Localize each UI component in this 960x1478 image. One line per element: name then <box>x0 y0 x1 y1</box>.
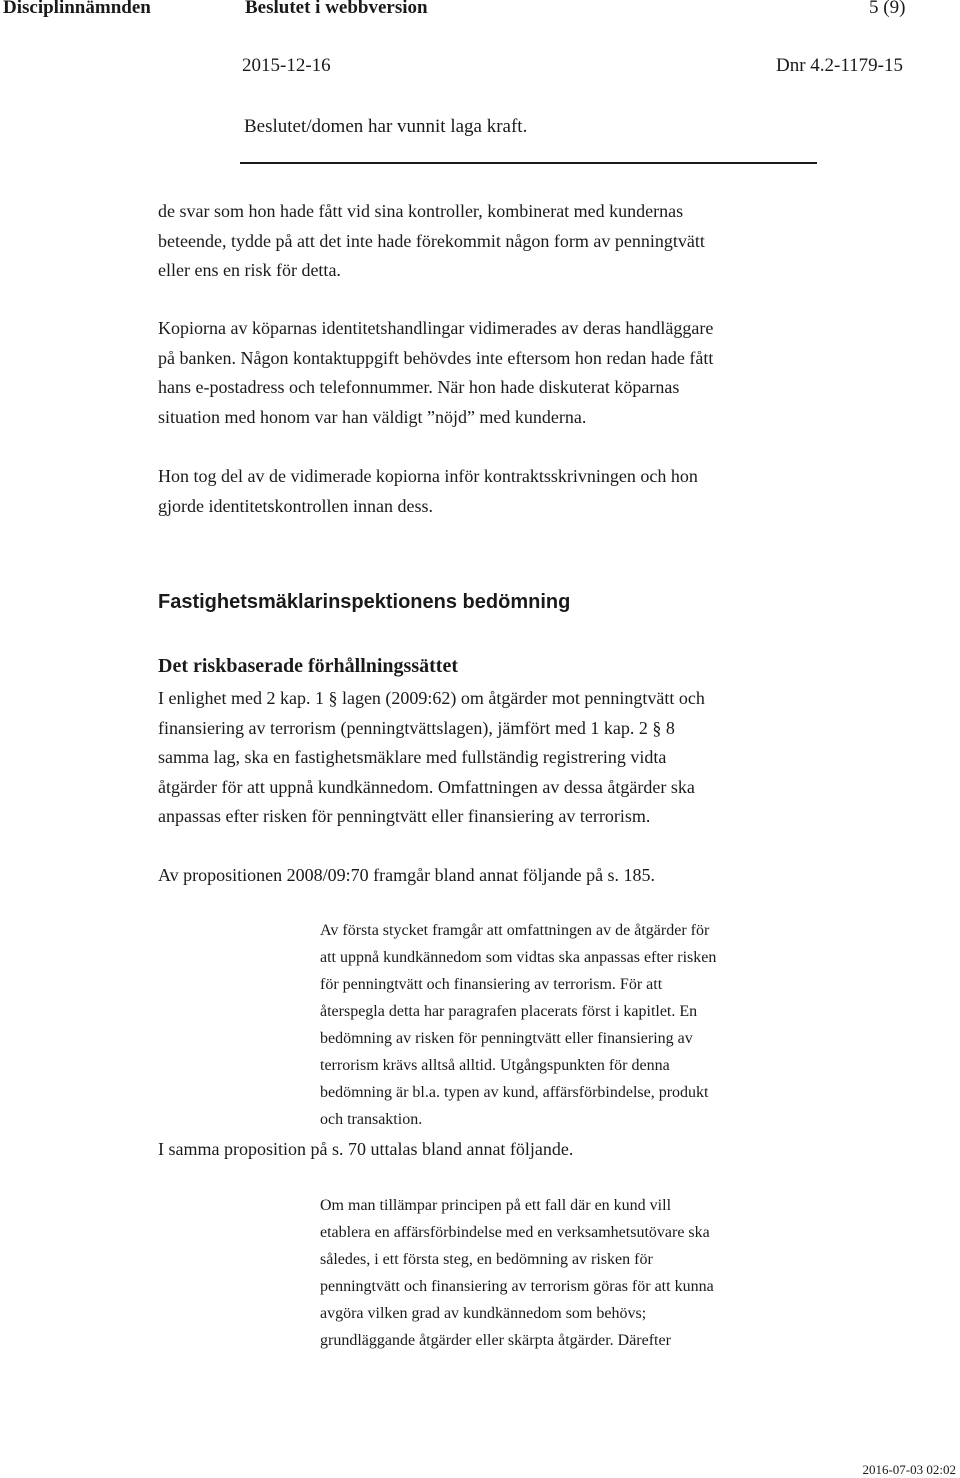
paragraph-6 <box>158 1135 818 1165</box>
subsection-heading: Det riskbaserade förhållningssättet <box>158 655 458 677</box>
case-number: Dnr 4.2-1179-15 <box>776 55 903 76</box>
text-line: eller ens en risk för detta. <box>158 260 341 280</box>
page-number: 5 (9) <box>869 0 906 18</box>
paragraph-1 <box>158 197 818 286</box>
quote-line: att uppnå kundkännedom som vidtas ska anpassas efter risken <box>320 949 717 966</box>
header-org: Disciplinnämnden <box>3 0 151 18</box>
quote-line: avgöra vilken grad av kundkännedom som behövs; <box>320 1305 647 1322</box>
section-heading: Fastighetsmäklarinspektionens bedömning <box>158 591 571 613</box>
text-line: finansiering av terrorism (penningtvättslagen), jämfört med 1 kap. 2 § 8 <box>158 717 675 738</box>
quote-line: etablera en affärsförbindelse med en verksamhetsutövare ska <box>320 1224 710 1241</box>
quote-line: penningtvätt och finansiering av terrorism göras för att kunna <box>320 1278 714 1295</box>
text-line: Av propositionen 2008/09:70 framgår bland annat följande på s. 185. <box>158 865 656 885</box>
text-line: I enlighet med 2 kap. 1 § lagen (2009:62) om åtgärder mot penningtvätt och <box>158 688 705 708</box>
block-quote-2 <box>320 1192 780 1354</box>
text-line: åtgärder för att uppnå kundkännedom. Omfattningen av dessa åtgärder ska <box>158 776 695 797</box>
legal-status: Beslutet/domen har vunnit laga kraft. <box>244 116 528 137</box>
text-line: de svar som hon hade fått vid sina kontroller, kombinerat med kundernas <box>158 201 684 221</box>
block-quote-1 <box>320 917 780 1133</box>
footer-timestamp: 2016-07-03 02:02 <box>862 1462 956 1477</box>
text-line: Hon tog del av de vidimerade kopiorna inför kontraktsskrivningen och hon <box>158 466 698 486</box>
quote-line: bedömning av risken för penningtvätt eller finansiering av <box>320 1030 693 1047</box>
paragraph-3 <box>158 462 818 521</box>
quote-line: Om man tillämpar principen på ett fall där en kund vill <box>320 1197 672 1214</box>
quote-line: grundläggande åtgärder eller skärpta åtgärder. Därefter <box>320 1332 671 1349</box>
quote-line: för penningtvätt och finansiering av terrorism. För att <box>320 976 663 993</box>
quote-line: bedömning är bl.a. typen av kund, affärsförbindelse, produkt <box>320 1084 709 1101</box>
quote-line: återspegla detta har paragrafen placerats först i kapitlet. En <box>320 1003 698 1020</box>
paragraph-5 <box>158 861 818 891</box>
paragraph-2 <box>158 314 818 432</box>
text-line: Kopiorna av köparnas identitetshandlingar vidimerades av deras handläggare <box>158 318 714 338</box>
text-line: samma lag, ska en fastighetsmäklare med fullständig registrering vidta <box>158 747 667 767</box>
text-line: på banken. Någon kontaktuppgift behövdes inte eftersom hon redan hade fått <box>158 347 714 368</box>
header-divider <box>240 162 817 164</box>
text-line: I samma proposition på s. 70 uttalas bland annat följande. <box>158 1139 574 1159</box>
text-line: beteende, tydde på att det inte hade förekommit någon form av penningtvätt <box>158 230 705 251</box>
quote-line: således, i ett första steg, en bedömning av risken för <box>320 1251 653 1268</box>
paragraph-4 <box>158 684 818 832</box>
quote-line: och transaktion. <box>320 1111 423 1128</box>
header-doc-type: Beslutet i webbversion <box>245 0 428 18</box>
text-line: situation med honom var han väldigt ”nöjd” med kunderna. <box>158 406 587 427</box>
quote-line: terrorism krävs alltså alltid. Utgångspunkten för denna <box>320 1057 670 1074</box>
text-line: gjorde identitetskontrollen innan dess. <box>158 495 433 516</box>
text-line: hans e-postadress och telefonnummer. När hon hade diskuterat köparnas <box>158 377 680 397</box>
quote-line: Av första stycket framgår att omfattningen av de åtgärder för <box>320 922 710 939</box>
decision-date: 2015-12-16 <box>242 55 331 76</box>
text-line: anpassas efter risken för penningtvätt eller finansiering av terrorism. <box>158 806 651 826</box>
